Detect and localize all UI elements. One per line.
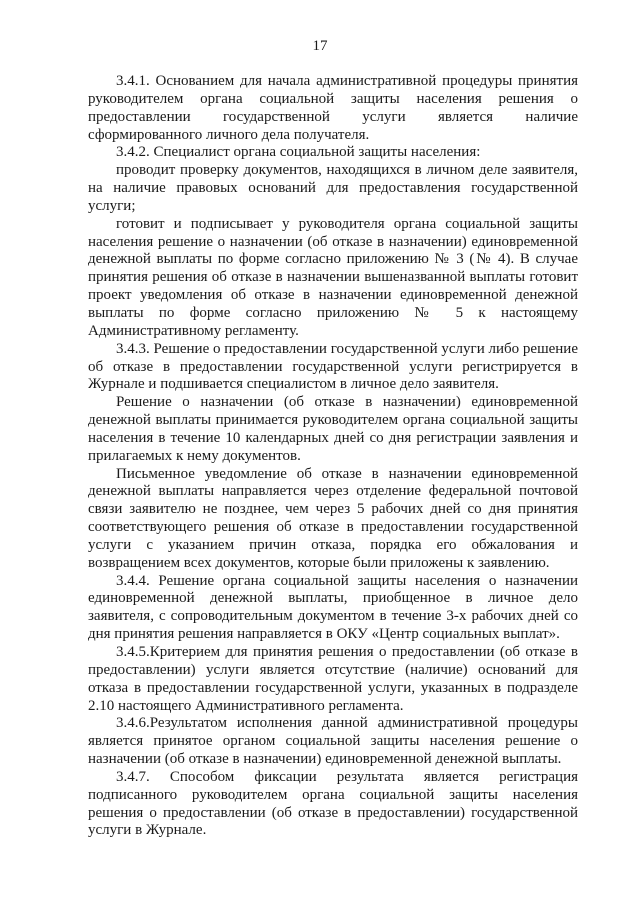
paragraph-3-4-5: 3.4.5.Критерием для принятия решения о предоставлении (об отказе в предоставлении) услуги является отсутствие (наличие) оснований для отказа в предоставлении государственной услуги, указанных в подразделе 2.10 настоящего Административного регламента.: [88, 644, 578, 714]
paragraph-3-4-7: 3.4.7. Способом фиксации результата является регистрация подписанного руководителем органа социальной защиты населения решения о предоставлении (об отказе в предоставлении) государственной услуги в Журнале.: [88, 768, 578, 839]
paragraph-check-documents: проводит проверку документов, находящихся в личном деле заявителя, на наличие правовых оснований для предоставления государственной услуги;: [88, 162, 578, 214]
document-body: [88, 73, 578, 840]
paragraph-3-4-3: 3.4.3. Решение о предоставлении государственной услуги либо решение об отказе в предоставлении государственной услуги регистрируется в Журнале и подшивается специалистом в личное дело заявителя.: [88, 340, 578, 393]
paragraph-prepare-decision: готовит и подписывает у руководителя органа социальной защиты населения решение о назначении (об отказе в назначении) единовременной денежной выплаты по форме согласно приложению № 3 (№ 4). В случае принятия решения об отказе в назначении вышеназванной выплаты готовит проект уведомления об отказе в назначении единовременной денежной выплаты по форме согласно приложению № 5 к настоящему Административному регламенту.: [88, 215, 578, 339]
paragraph-3-4-2: 3.4.2. Специалист органа социальной защиты населения:: [116, 144, 481, 161]
page-number: 17: [312, 38, 328, 54]
paragraph-3-4-1: 3.4.1. Основанием для начала административной процедуры принятия руководителем органа социальной защиты населения решения о предоставлении государственной услуги является наличие сформированного личного дела получателя.: [88, 73, 578, 143]
paragraph-decision-term: Решение о назначении (об отказе в назначении) единовременной денежной выплаты принимается руководителем органа социальной защиты населения в течение 10 календарных дней со дня регистрации заявления и прилагаемых к нему документов.: [88, 394, 578, 464]
paragraph-refusal-notice: Письменное уведомление об отказе в назначении единовременной денежной выплаты направляется через отделение федеральной почтовой связи заявителю не позднее, чем через 5 рабочих дней со дня принятия соответствующего решения об отказе в предоставлении государственной услуги с указанием причин отказа, порядка его обжалования и возвращением всех документов, которые были приложены к заявлению.: [88, 465, 578, 571]
paragraph-3-4-4: 3.4.4. Решение органа социальной защиты населения о назначении единовременной денежной выплаты, приобщенное в личное дело заявителя, с сопроводительным документом в течение 3-х рабочих дней со дня принятия решения направляется в ОКУ «Центр социальных выплат».: [88, 572, 578, 643]
paragraph-3-4-6: 3.4.6.Результатом исполнения данной административной процедуры является принятое органом социальной защиты населения решение о назначении (об отказе в назначении) единовременной денежной выплаты.: [88, 715, 578, 768]
